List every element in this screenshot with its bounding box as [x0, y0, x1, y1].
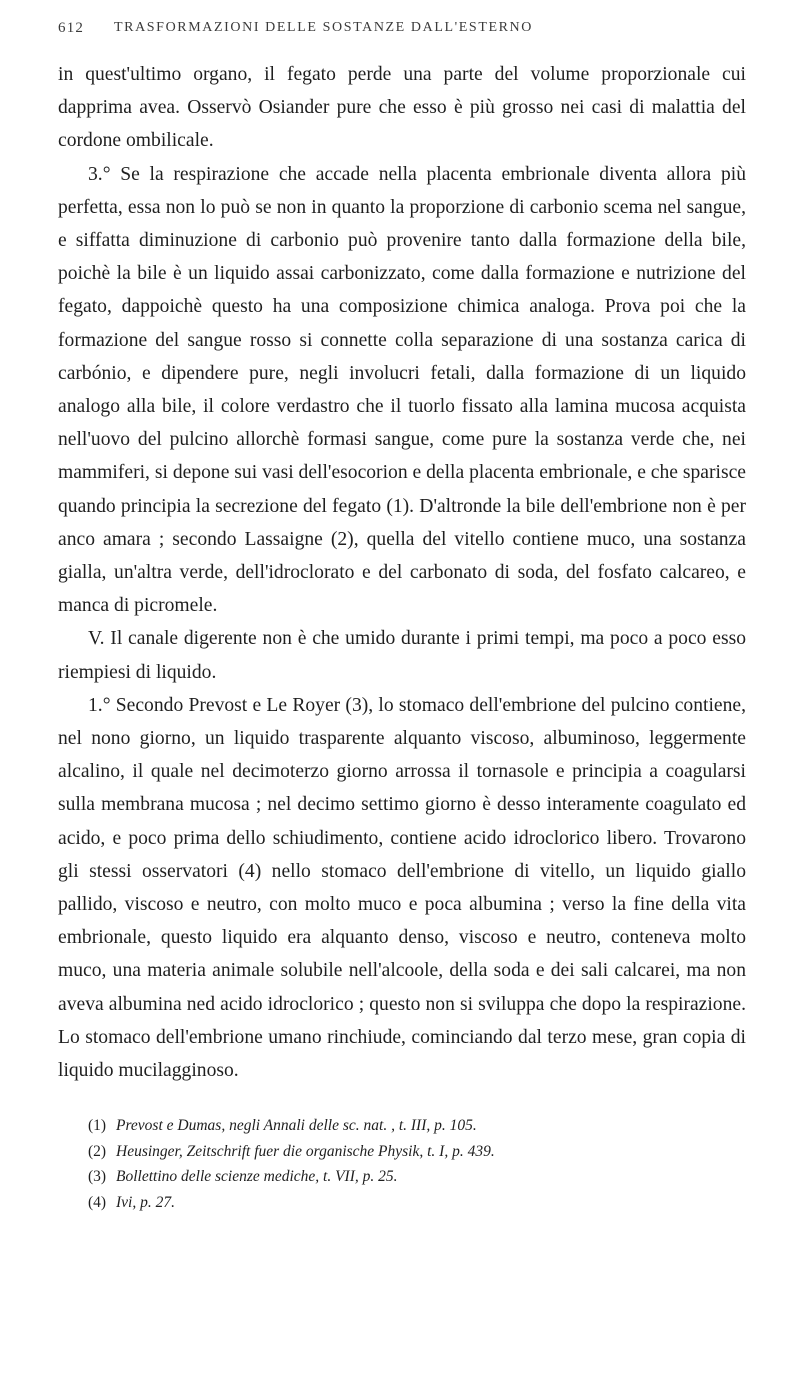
footnote-text: Ivi, p. 27. — [116, 1193, 175, 1211]
footnote-mark: (2) — [88, 1142, 107, 1160]
footnote — [88, 1139, 746, 1165]
footnote-mark: (4) — [88, 1193, 107, 1211]
running-head — [58, 20, 746, 44]
page — [58, 20, 746, 1215]
body-text — [58, 58, 746, 1087]
paragraph-stomach: 1.° Secondo Prevost e Le Royer (3), lo stomaco dell'embrione del pulcino contiene, nel nono giorno, un liquido trasparente alquanto viscoso, albuminoso, leggermente alcalino, il quale nel decimoterzo giorno arrossa il tornasole e principia a coagularsi sulla membrana mucosa ; nel decimo settimo giorno è desso interamente coagulato ed acido, e poco prima dello schiudimento, contiene acido idroclorico libero. Trovarono gli stessi osservatori (4) nello stomaco dell'embrione di vitello, un liquido giallo pallido, viscoso e neutro, con molto muco e poca albumina ; verso la fine della vita embrionale, questo liquido era alquanto denso, viscoso e neutro, conteneva molto muco, una materia animale solubile nell'alcoole, della soda e dei sali calcarei, ma non aveva albumina ned acido idroclorico ; questo non si sviluppa che dopo la respirazione. Lo stomaco dell'embrione umano rinchiude, cominciando dal terzo mese, gran copia di liquido mucilagginoso. — [58, 694, 746, 1082]
paragraph-digestive-canal: V. Il canale digerente non è che umido durante i primi tempi, ma poco a poco esso riempiesi di liquido. — [58, 628, 746, 683]
footnote-text: Heusinger, Zeitschrift fuer die organische Physik, t. I, p. 439. — [116, 1142, 495, 1160]
footnote — [88, 1113, 746, 1139]
running-title: TRASFORMAZIONI DELLE SOSTANZE DALL'ESTERNO — [114, 20, 533, 35]
footnote-text: Bollettino delle scienze mediche, t. VII, p. 25. — [116, 1168, 398, 1186]
page-number: 612 — [58, 20, 85, 36]
footnote-mark: (3) — [88, 1168, 107, 1186]
footnote — [88, 1190, 746, 1216]
footnote-mark: (1) — [88, 1117, 107, 1135]
footnotes — [58, 1113, 746, 1215]
footnote — [88, 1164, 746, 1190]
paragraph-continuation: in quest'ultimo organo, il fegato perde una parte del volume proporzionale cui dapprima avea. Osservò Osiander pure che esso è più grosso nei casi di malattia del cordone ombilicale. — [58, 64, 746, 152]
footnote-text: Prevost e Dumas, negli Annali delle sc. nat. , t. III, p. 105. — [116, 1117, 477, 1135]
paragraph-respiration: 3.° Se la respirazione che accade nella placenta embrionale diventa allora più perfetta, essa non lo può se non in quanto la proporzione di carbonio scema nel sangue, e siffatta diminuzione di carbonio può provenire tanto dalla formazione della bile, poichè la bile è un liquido assai carbonizzato, come dalla formazione e nutrizione del fegato, dappoichè questo ha una composizione chimica analoga. Prova poi che la formazione del sangue rosso si connette colla separazione di una sostanza carica di carbónio, e dipendere pure, negli involucri fetali, dalla formazione di un liquido analogo alla bile, il colore verdastro che il tuorlo fissato alla lamina mucosa acquista nell'uovo del pulcino allorchè formasi sangue, come pure la sostanza verde che, nei mammiferi, si depone sui vasi dell'esocorion e della placenta embrionale, e che sparisce quando principia la secrezione del fegato (1). D'altronde la bile dell'embrione non è per anco amara ; secondo Lassaigne (2), quella del vitello contiene muco, una sostanza gialla, un'altra verde, dell'idroclorato e del carbonato di soda, del fosfato calcareo, e manca di picromele. — [58, 163, 746, 617]
